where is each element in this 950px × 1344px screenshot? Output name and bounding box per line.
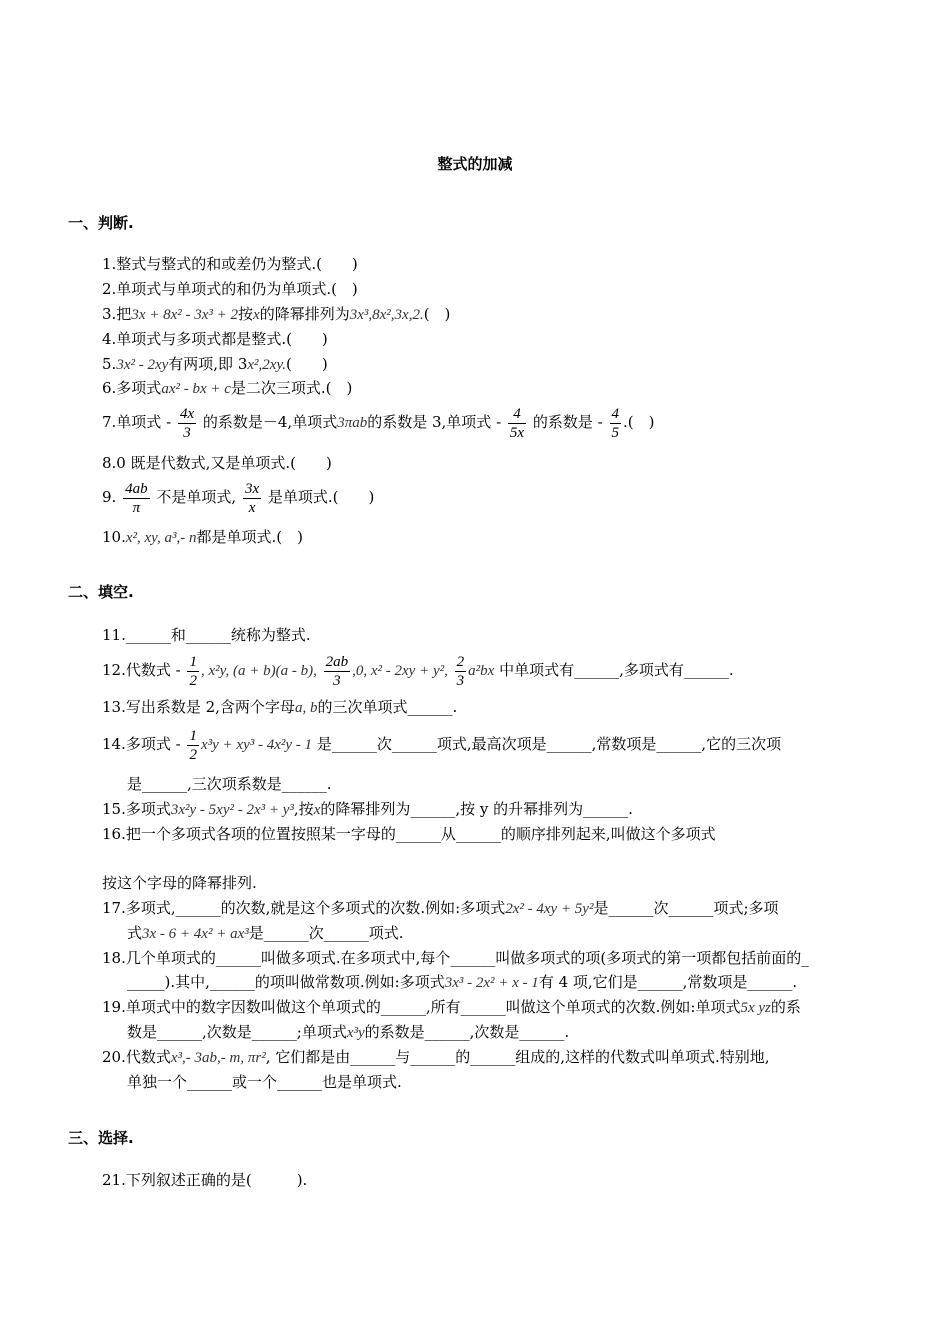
q12-fraction-3: $\frac{2}{3}$ xyxy=(456,653,465,689)
question-18-continued xyxy=(127,972,797,993)
q19-text: 的系 xyxy=(770,998,801,1016)
q7-text: 的系数是 3,单项式 - xyxy=(367,413,502,431)
q9-text: 9. xyxy=(102,488,117,506)
question-17 xyxy=(102,898,779,919)
q5-expression: 3x² - 2xy xyxy=(116,357,169,373)
q19-expression: 5x yz xyxy=(740,1000,771,1016)
question-13 xyxy=(102,697,457,718)
section-heading-choice: 三、选择. xyxy=(68,1129,134,1147)
q19-text: 数是______,次数是______;单项式 xyxy=(127,1023,347,1041)
q18-expression: 3x³ - 2x² + x - 1 xyxy=(444,975,539,991)
q15-expression: 3x²y - 5xy² - 2x³ + y³ xyxy=(170,802,294,818)
question-4: 4.单项式与多项式都是整式.( ) xyxy=(102,330,328,348)
q9-fraction-2: $\frac{3x}{x}$ xyxy=(244,480,260,516)
q15-text: 的降幂排列为______,按 y 的升幂排列为______. xyxy=(320,800,633,818)
q12-fraction-1: $\frac{1}{2}$ xyxy=(189,653,197,689)
q7-text: 7.单项式 - xyxy=(102,413,172,431)
q12-expression: a²bx xyxy=(468,663,495,679)
q3-text: 的降幂排列为 xyxy=(259,305,350,323)
page-title: 整式的加减 xyxy=(437,155,513,173)
q12-expression: , x²y, (a + b)(a - b), xyxy=(200,663,317,679)
q9-fraction-1: $\frac{4ab}{\pi}$ xyxy=(125,480,148,516)
q5-result: x²,2xy. xyxy=(247,357,287,373)
section-heading-fill: 二、填空. xyxy=(68,583,134,601)
q5-answer-paren: ( ) xyxy=(286,355,328,373)
question-2: 2.单项式与单项式的和仍为单项式.( ) xyxy=(102,280,358,298)
q17-expression: 3x - 6 + 4x² + ax³ xyxy=(142,926,249,942)
q17-text: 式 xyxy=(127,924,143,942)
q7-fraction-3: $\frac{4}{5}$ xyxy=(611,405,619,441)
question-10 xyxy=(102,527,303,548)
q14-expression: x³y + xy³ - 4x²y - 1 xyxy=(200,737,313,753)
q20-text: , 它们都是由______与______的______组成的,这样的代数式叫单项式.特别地, xyxy=(265,1048,770,1066)
question-20 xyxy=(102,1047,770,1068)
q7-expression: 3πab xyxy=(337,415,368,431)
question-7 xyxy=(102,402,654,443)
section-heading-judge: 一、判断. xyxy=(68,214,134,232)
q7-fraction-2: $\frac{4}{5x}$ xyxy=(509,405,525,441)
question-20-continued: 单独一个______或一个______也是单项式. xyxy=(127,1073,402,1091)
q14-text: 是______次______项式,最高次项是______,常数项是______,它的三次项 xyxy=(316,735,782,753)
question-21: 21.下列叙述正确的是( ). xyxy=(102,1171,308,1189)
q12-text: 12.代数式 - xyxy=(102,661,181,679)
q9-text: 是单项式.( ) xyxy=(267,488,375,506)
q7-text: 的系数是－4,单项式 xyxy=(202,413,338,431)
q17-expression: 2x² - 4xy + 5y² xyxy=(505,901,594,917)
question-6 xyxy=(102,378,352,399)
question-17-continued xyxy=(127,923,404,944)
q3-variable: x xyxy=(253,307,260,323)
question-1: 1.整式与整式的和或差仍为整式.( ) xyxy=(102,255,358,273)
q10-expression: x², xy, a³,- n xyxy=(125,530,197,546)
question-11: 11.______和______统称为整式. xyxy=(102,626,311,644)
q15-text: 15.多项式 xyxy=(102,800,171,818)
question-3 xyxy=(102,304,450,325)
q20-text: 20.代数式 xyxy=(102,1048,171,1066)
q19-text: 19.单项式中的数字因数叫做这个单项式的______,所有______叫做这个单项式的次数.例如:单项式 xyxy=(102,998,741,1016)
q15-variable: x xyxy=(313,802,321,818)
q6-expression: ax² - bx + c xyxy=(161,381,231,397)
q13-expression: a, b xyxy=(294,700,318,716)
q6-text: 是二次三项式.( ) xyxy=(230,379,353,397)
q9-text: 不是单项式, xyxy=(156,488,237,506)
question-12 xyxy=(102,650,734,691)
q18-text: _____).其中,______的项叫做常数项.例如:多项式 xyxy=(127,973,445,991)
question-15 xyxy=(102,799,633,820)
question-19 xyxy=(102,997,801,1018)
question-5 xyxy=(102,354,328,375)
q17-text: 是______次______项式;多项 xyxy=(593,899,779,917)
q6-text: 6.多项式 xyxy=(102,379,162,397)
q3-result: 3x³,8x²,3x,2. xyxy=(349,307,424,323)
q7-fraction-1: $\frac{4x}{3}$ xyxy=(179,405,195,441)
q12-text: 中单项式有______,多项式有______. xyxy=(499,661,734,679)
question-8: 8.0 既是代数式,又是单项式.( ) xyxy=(102,454,332,472)
q5-text: 有两项,即 3 xyxy=(168,355,248,373)
q19-text: 的系数是______,次数是______. xyxy=(364,1023,570,1041)
q13-text: 的三次单项式______. xyxy=(317,698,458,716)
q12-expression: ,0, x² - 2xy + y², xyxy=(352,663,448,679)
q5-text: 5. xyxy=(102,355,117,373)
q10-text: 10. xyxy=(102,528,126,546)
q18-text: 有 4 项,它们是______,常数项是______. xyxy=(538,973,798,991)
question-16-continued: 按这个字母的降幂排列. xyxy=(102,874,257,892)
q10-text: 都是单项式.( ) xyxy=(196,528,303,546)
q12-fraction-2: $\frac{2ab}{3}$ xyxy=(325,653,349,689)
q14-text: 14.多项式 - xyxy=(102,735,181,753)
q20-expression: x³,- 3ab,- m, πr² xyxy=(170,1050,266,1066)
q3-answer-paren: ( ) xyxy=(423,305,451,323)
q15-text: ,按 xyxy=(293,800,314,818)
question-14-continued: 是______,三次项系数是______. xyxy=(127,775,332,793)
q3-text: 3.把 xyxy=(102,305,132,323)
q7-text: 的系数是 - xyxy=(532,413,603,431)
q17-text: 是______次______项式. xyxy=(248,924,404,942)
question-16: 16.把一个多项式各项的位置按照某一字母的______从______的顺序排列起来,叫做这个多项式 xyxy=(102,825,716,843)
q3-text: 按 xyxy=(238,305,254,323)
question-9 xyxy=(102,477,374,517)
question-18: 18.几个单项式的______叫做多项式.在多项式中,每个______叫做多项式的项(多项式的第一项都包括前面的_ xyxy=(102,949,809,967)
q19-expression: x³y xyxy=(346,1025,365,1041)
q7-answer-paren: .( ) xyxy=(623,413,655,431)
question-19-continued xyxy=(127,1022,569,1043)
q14-fraction: $\frac{1}{2}$ xyxy=(189,727,197,763)
question-14 xyxy=(102,724,781,765)
q17-text: 17.多项式,______的次数,就是这个多项式的次数.例如:多项式 xyxy=(102,899,506,917)
q13-text: 13.写出系数是 2,含两个字母 xyxy=(102,698,295,716)
q3-expression: 3x + 8x² - 3x³ + 2 xyxy=(131,307,239,323)
